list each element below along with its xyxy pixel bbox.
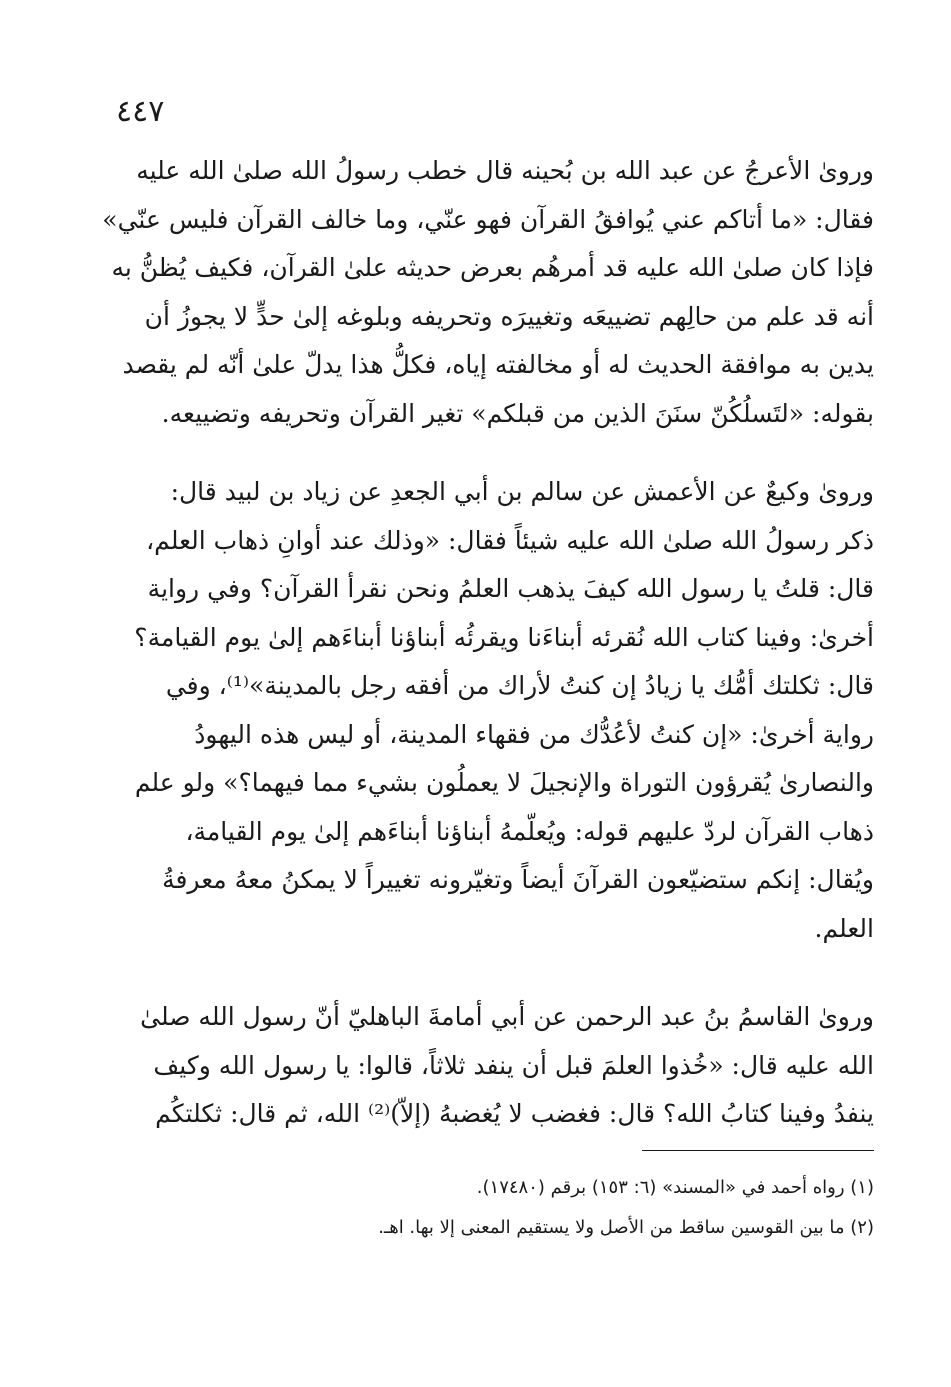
text-line: قال: ثكلتك أمُّك يا زيادُ إن كنتُ لأراك من أفقه رجل بالمدينة»⁽¹⁾، وفي: [165, 671, 874, 700]
paragraph: [102, 147, 874, 438]
text-line: فإذا كان صلىٰ الله عليه قد أمرهُم بعرض حديثه علىٰ القرآن، فكيف يُظنُّ به: [111, 253, 874, 282]
page-number: ٤٤٧: [116, 94, 165, 129]
text-line: وروىٰ القاسمُ بنُ عبد الرحمن عن أبي أمامةَ الباهليّ أنّ رسول الله صلىٰ: [140, 1002, 874, 1031]
text-line: أخرىٰ: وفينا كتاب الله نُقرئه أبناءَنا ويقرئُه أبناؤنا أبناءَهم إلىٰ يوم القيامة؟: [134, 622, 874, 652]
footnote-divider: [642, 1150, 874, 1151]
text-line: فقال: «ما أتاكم عني يُوافقُ القرآن فهو عنّي، وما خالف القرآن فليس عنّي»: [102, 204, 874, 234]
text-line: قال: قلتُ يا رسول الله كيفَ يذهب العلمُ ونحن نقرأ القرآن؟ وفي رواية: [147, 574, 874, 603]
footnote: (٢) ما بين القوسين ساقط من الأصل ولا يستقيم المعنى إلا بها. اهـ.: [378, 1217, 874, 1238]
text-line: ويُقال: إنكم ستضيّعون القرآنَ أيضاً وتغيّرونه تغييراً لا يمكنُ معهُ معرفةُ: [162, 865, 874, 894]
footnote: (١) رواه أحمد في «المسند» (٦: ١٥٣) برقم (١٧٤٨٠).: [476, 1177, 874, 1198]
text-line: بقوله: «لتَسلُكُنّ سنَنَ الذين من قبلكم» تغير القرآن وتحريفه وتضييعه.: [161, 398, 874, 428]
text-line: ذهاب القرآن لردّ عليهم قوله: ويُعلّمهُ أبناؤنا أبناءَهم إلىٰ يوم القيامة،: [185, 816, 874, 846]
paragraph: [134, 468, 874, 953]
text-line: رواية أخرىٰ: «إن كنتُ لأعُدُّك من فقهاء المدينة، أو ليس هذه اليهودُ: [194, 719, 874, 749]
text-line: والنصارىٰ يُقرؤون التوراة والإنجيلَ لا يعملُون بشيء مما فيهما؟» ولو علم: [134, 768, 874, 797]
text-line: العلم.: [814, 913, 874, 943]
text-line: ذكر رسولُ الله صلىٰ الله عليه شيئاً فقال: «وذلك عند أوانِ ذهاب العلم،: [146, 525, 874, 555]
text-line: وروىٰ الأعرجُ عن عبد الله بن بُحينه قال خطب رسولُ الله صلىٰ الله عليه: [136, 156, 874, 185]
text-line: أنه قد علم من حالِهم تضييعَه وتغييرَه وتحريفه وبلوغه إلىٰ حدٍّ لا يجوزُ أن: [144, 301, 874, 331]
text-line: ينفدُ وفينا كتابُ الله؟ قال: فغضب لا يُغضبهُ (إلاّ)⁽²⁾ الله، ثم قال: ثكلتكُم: [155, 1099, 874, 1128]
text-line: يدين به موافقة الحديث له أو مخالفته إياه، فكلُّ هذا يدلّ علىٰ أنّه لم يقصد: [122, 350, 874, 379]
footnotes: [118, 1168, 874, 1248]
text-line: الله عليه قال: «خُذوا العلمَ قبل أن ينفد ثلاثاً، قالوا: يا رسول الله وكيف: [153, 1050, 874, 1080]
text-line: وروىٰ وكيعٌ عن الأعمش عن سالم بن أبي الجعدِ عن زياد بن لبيد قال:: [170, 477, 874, 506]
paragraph: [140, 993, 874, 1139]
